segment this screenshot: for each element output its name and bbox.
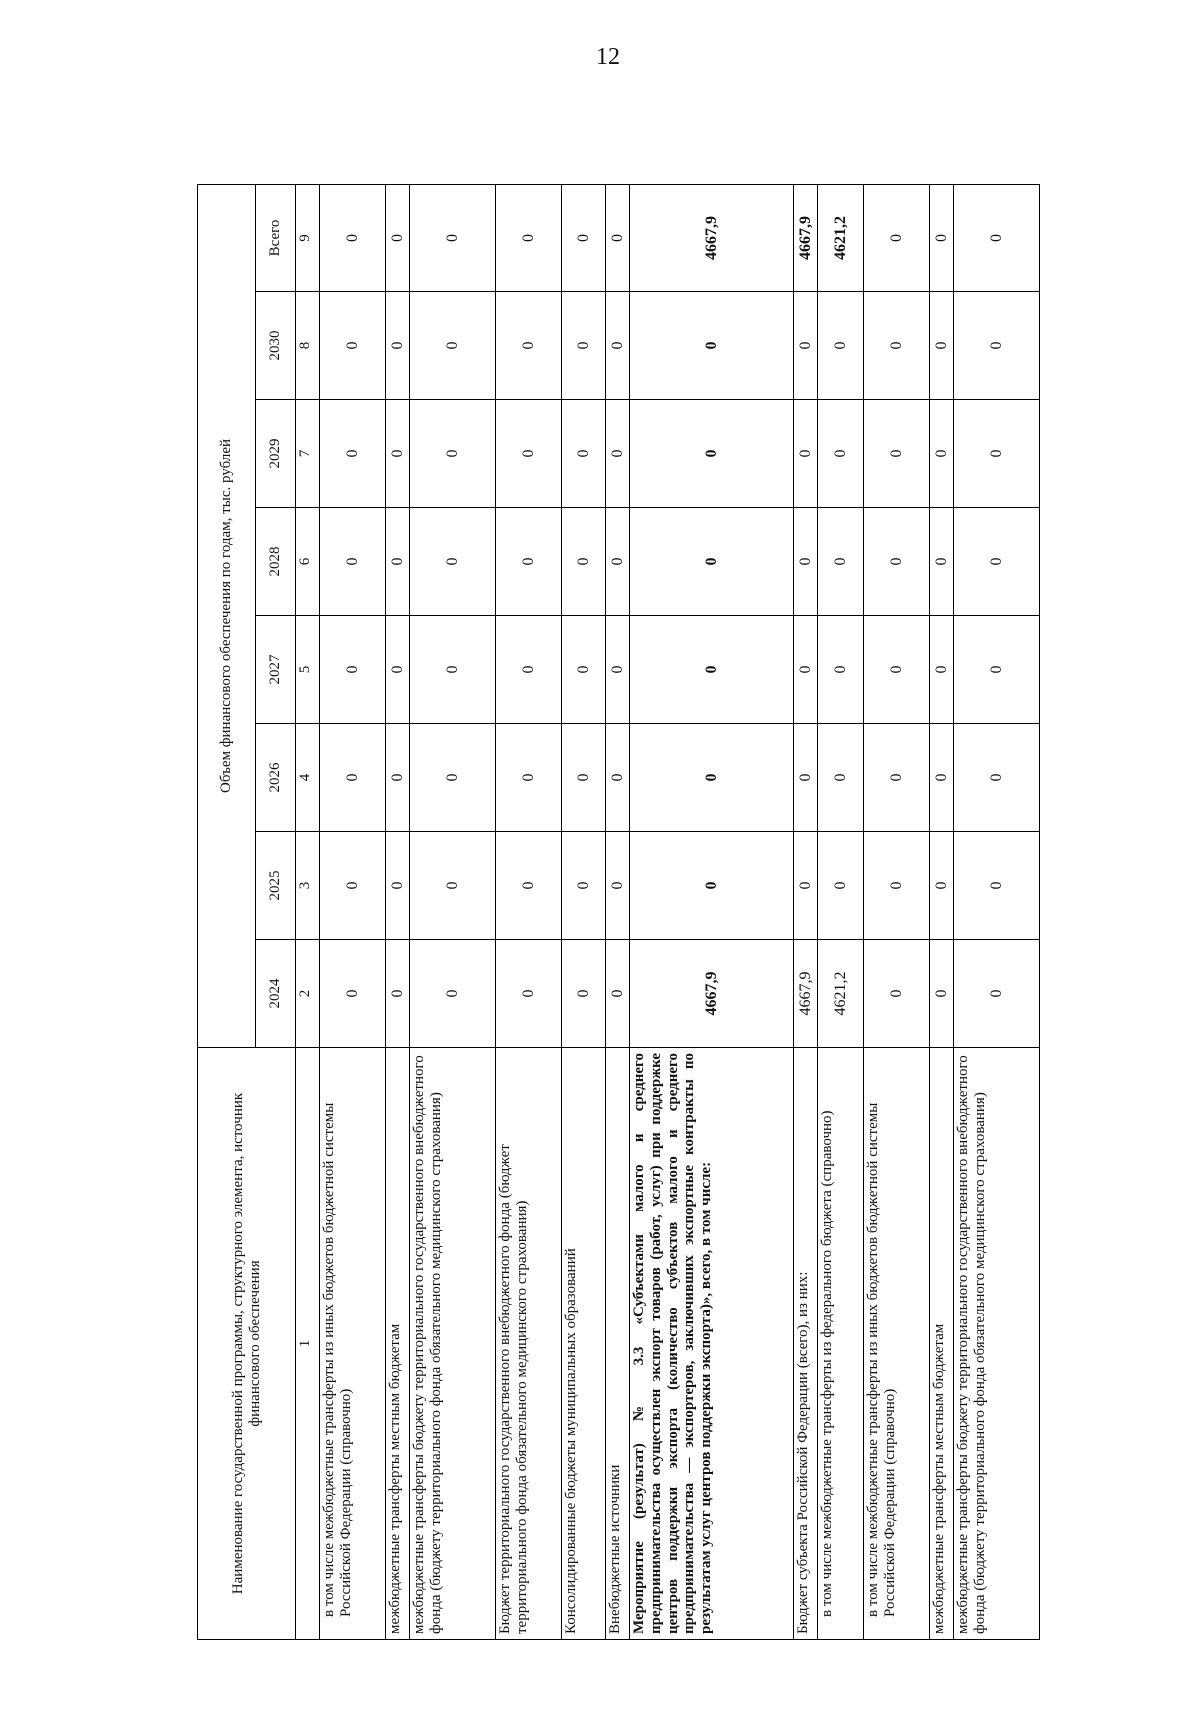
- cell-value: 0: [794, 508, 818, 616]
- cell-value: 0: [630, 400, 794, 508]
- cell-total: 4667,9: [794, 184, 818, 291]
- column-index: 7: [296, 400, 320, 508]
- cell-value: 0: [386, 508, 410, 616]
- cell-value: 0: [864, 940, 930, 1048]
- table-row: [410, 184, 496, 1639]
- cell-value: 0: [630, 292, 794, 400]
- cell-value: 0: [562, 508, 606, 616]
- cell-value: 0: [794, 724, 818, 832]
- cell-value: 0: [930, 292, 954, 400]
- cell-value: 0: [320, 616, 386, 724]
- cell-total: 0: [410, 184, 496, 291]
- cell-value: 0: [410, 508, 496, 616]
- column-index: 3: [296, 832, 320, 940]
- cell-value: 0: [386, 616, 410, 724]
- cell-value: 0: [606, 724, 630, 832]
- table-row-measure: [630, 184, 794, 1639]
- column-index: 8: [296, 292, 320, 400]
- table-row: [606, 184, 630, 1639]
- cell-value: 0: [864, 616, 930, 724]
- cell-value: 0: [818, 616, 864, 724]
- column-index: 6: [296, 508, 320, 616]
- cell-value: 0: [794, 292, 818, 400]
- cell-value: 0: [606, 616, 630, 724]
- cell-value: 0: [954, 400, 1040, 508]
- row-label: Консолидированные бюджеты муниципальных образований: [562, 1048, 606, 1640]
- cell-value: 0: [930, 832, 954, 940]
- cell-value: 0: [496, 724, 562, 832]
- cell-total: 0: [320, 184, 386, 291]
- header-total: Всего: [256, 184, 296, 291]
- cell-value: 0: [320, 832, 386, 940]
- financing-table: [197, 184, 1040, 1640]
- cell-value: 0: [818, 508, 864, 616]
- cell-value: 0: [864, 508, 930, 616]
- cell-total: 0: [386, 184, 410, 291]
- cell-value: 0: [630, 724, 794, 832]
- cell-total: 0: [562, 184, 606, 291]
- cell-value: 0: [320, 940, 386, 1048]
- table-row: [864, 184, 930, 1639]
- cell-value: 0: [320, 724, 386, 832]
- cell-total: 0: [864, 184, 930, 291]
- header-year: 2030: [256, 292, 296, 400]
- cell-value: 0: [930, 724, 954, 832]
- cell-value: 0: [496, 616, 562, 724]
- cell-value: 0: [630, 508, 794, 616]
- cell-value: 0: [606, 400, 630, 508]
- row-label: Бюджет территориального государственного внебюджетного фонда (бюджет территориального фонда обязательного медицинского страхования): [496, 1048, 562, 1640]
- cell-total: 4667,9: [630, 184, 794, 291]
- header-name-column: Наименование государственной программы, структурного элемента, источник финансового обеспечения: [198, 1048, 296, 1640]
- cell-value: 0: [864, 292, 930, 400]
- cell-value: 0: [562, 832, 606, 940]
- cell-value: 0: [386, 724, 410, 832]
- cell-value: 0: [930, 616, 954, 724]
- cell-value: 0: [954, 832, 1040, 940]
- cell-value: 0: [320, 400, 386, 508]
- cell-value: 0: [794, 832, 818, 940]
- cell-value: 0: [954, 940, 1040, 1048]
- table-row: [794, 184, 818, 1639]
- cell-value: 0: [496, 292, 562, 400]
- row-label: межбюджетные трансферты местным бюджетам: [930, 1048, 954, 1640]
- row-label: межбюджетные трансферты бюджету территориального государственного внебюджетного фонда (бюджету территориального фонда обязательного медицинского страхования): [410, 1048, 496, 1640]
- cell-value: 0: [410, 832, 496, 940]
- table-row: [562, 184, 606, 1639]
- cell-value: 0: [386, 292, 410, 400]
- cell-value: 0: [818, 724, 864, 832]
- header-volume-group: Объем финансового обеспечения по годам, тыс. рублей: [198, 184, 256, 1047]
- column-index: 2: [296, 940, 320, 1048]
- table-row: [930, 184, 954, 1639]
- cell-value: 0: [818, 292, 864, 400]
- cell-value: 0: [606, 940, 630, 1048]
- cell-value: 0: [320, 292, 386, 400]
- cell-value: 0: [410, 616, 496, 724]
- financing-table-rotated: [197, 185, 1017, 1640]
- cell-value: 0: [794, 616, 818, 724]
- cell-value: 0: [562, 400, 606, 508]
- header-year: 2029: [256, 400, 296, 508]
- row-label: межбюджетные трансферты бюджету территориального государственного внебюджетного фонда (бюджету территориального фонда обязательного медицинского страхования): [954, 1048, 1040, 1640]
- cell-value: 0: [562, 940, 606, 1048]
- row-label: межбюджетные трансферты местным бюджетам: [386, 1048, 410, 1640]
- cell-value: 0: [930, 940, 954, 1048]
- cell-value: 0: [864, 832, 930, 940]
- cell-value: 0: [954, 292, 1040, 400]
- row-label: в том числе межбюджетные трансферты из иных бюджетов бюджетной системы Российской Федерации (справочно): [320, 1048, 386, 1640]
- table-row: [496, 184, 562, 1639]
- cell-total: 0: [496, 184, 562, 291]
- column-index: 4: [296, 724, 320, 832]
- row-label: в том числе межбюджетные трансферты из федерального бюджета (справочно): [818, 1048, 864, 1640]
- cell-value: 0: [496, 508, 562, 616]
- cell-value: 0: [410, 400, 496, 508]
- header-year: 2024: [256, 940, 296, 1048]
- cell-value: 0: [930, 400, 954, 508]
- cell-total: 0: [954, 184, 1040, 291]
- cell-value: 0: [630, 616, 794, 724]
- cell-value: 0: [864, 400, 930, 508]
- cell-total: 0: [606, 184, 630, 291]
- cell-value: 0: [818, 832, 864, 940]
- cell-value: 0: [562, 724, 606, 832]
- cell-value: 0: [562, 616, 606, 724]
- page-number: 12: [596, 44, 620, 70]
- table-row: [818, 184, 864, 1639]
- row-label: Мероприятие (результат) № 3.3 «Субъектами малого и среднего предпринимательства осуществлен экспорт товаров (работ, услуг) при поддержке центров поддержки экспорта (количество субъектов малого и среднего предпринимательства — экспортеров, заключивших экспортные контракты по результатам услуг центров поддержки экспорта)», всего, в том числе:: [630, 1048, 794, 1640]
- cell-value: 0: [386, 400, 410, 508]
- header-year: 2025: [256, 832, 296, 940]
- table-row: [954, 184, 1040, 1639]
- cell-value: 0: [818, 400, 864, 508]
- cell-value: 0: [562, 292, 606, 400]
- cell-value: 0: [954, 616, 1040, 724]
- row-label: в том числе межбюджетные трансферты из иных бюджетов бюджетной системы Российской Федерации (справочно): [864, 1048, 930, 1640]
- table-row: [320, 184, 386, 1639]
- cell-value: 0: [930, 508, 954, 616]
- cell-total: 0: [930, 184, 954, 291]
- table-row: [386, 184, 410, 1639]
- cell-value: 0: [954, 724, 1040, 832]
- cell-value: 0: [410, 940, 496, 1048]
- cell-value: 0: [630, 832, 794, 940]
- cell-value: 0: [606, 508, 630, 616]
- cell-value: 0: [386, 832, 410, 940]
- cell-total: 4621,2: [818, 184, 864, 291]
- cell-value: 0: [410, 292, 496, 400]
- cell-value: 0: [496, 400, 562, 508]
- column-index: 1: [296, 1048, 320, 1640]
- column-index: 9: [296, 184, 320, 291]
- cell-value: 0: [794, 400, 818, 508]
- cell-value: 0: [386, 940, 410, 1048]
- column-index: 5: [296, 616, 320, 724]
- cell-value: 0: [606, 832, 630, 940]
- header-year: 2027: [256, 616, 296, 724]
- cell-value: 0: [496, 832, 562, 940]
- cell-value: 0: [320, 508, 386, 616]
- cell-value: 0: [954, 508, 1040, 616]
- cell-value: 0: [606, 292, 630, 400]
- cell-value: 4667,9: [630, 940, 794, 1048]
- cell-value: 0: [496, 940, 562, 1048]
- row-label: Бюджет субъекта Российской Федерации (всего), из них:: [794, 1048, 818, 1640]
- header-year: 2026: [256, 724, 296, 832]
- cell-value: 4667,9: [794, 940, 818, 1048]
- cell-value: 0: [864, 724, 930, 832]
- row-label: Внебюджетные источники: [606, 1048, 630, 1640]
- cell-value: 0: [410, 724, 496, 832]
- cell-value: 4621,2: [818, 940, 864, 1048]
- header-year: 2028: [256, 508, 296, 616]
